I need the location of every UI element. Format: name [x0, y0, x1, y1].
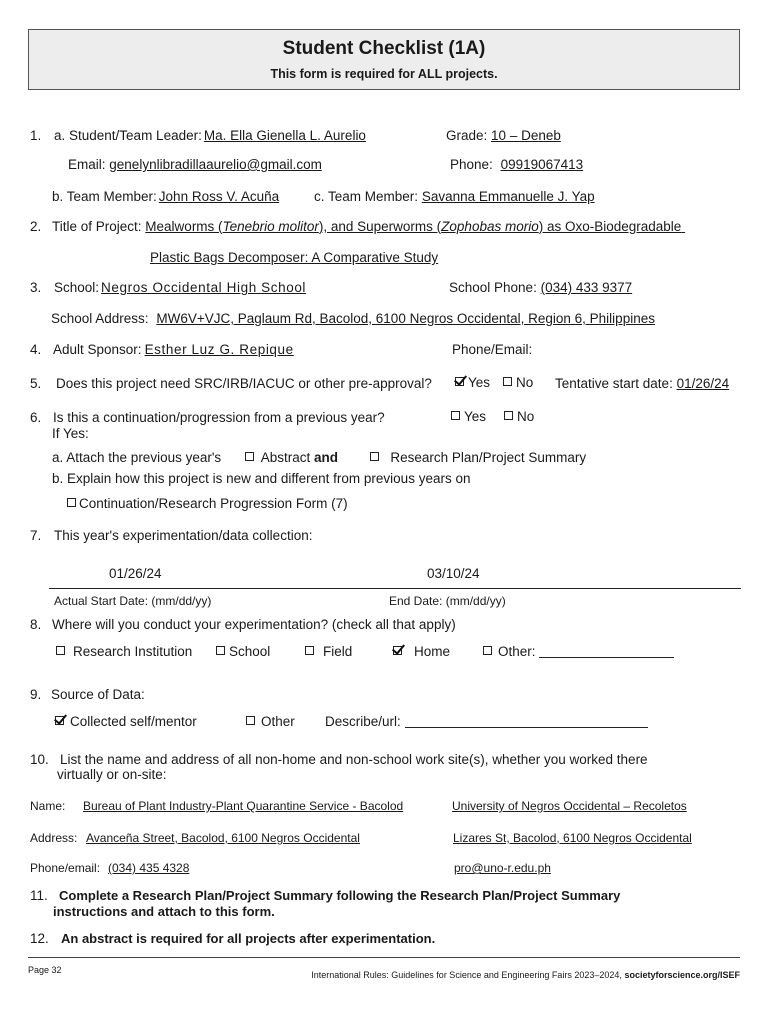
work-site-1-address-field[interactable]: Avanceña Street, Bacolod, 6100 Negros Occidental: [86, 831, 360, 845]
phone-row: [450, 157, 587, 172]
school-phone-field[interactable]: (034) 433 9377: [540, 280, 633, 295]
preapproval-yes-checkbox[interactable]: [455, 377, 464, 386]
other-location-checkbox[interactable]: [483, 646, 492, 655]
q4-number: 4.: [30, 342, 42, 357]
preapproval-yes-label: Yes: [468, 375, 491, 390]
research-institution-label: Research Institution: [73, 644, 193, 659]
q2-number: 2.: [30, 219, 42, 234]
work-site-1-name-field[interactable]: Bureau of Plant Industry-Plant Quarantine Service - Bacolod: [83, 799, 404, 813]
work-site-1-address: [83, 831, 363, 845]
q1-number: 1.: [30, 128, 42, 143]
form-title: Student Checklist (1A): [282, 38, 486, 59]
project-title-label: Title of Project:: [52, 219, 142, 234]
phone-field[interactable]: 09919067413: [500, 157, 584, 172]
describe-url-field[interactable]: [405, 715, 648, 728]
work-site-2-email: [452, 861, 553, 875]
end-date-field[interactable]: 03/10/24: [427, 566, 480, 581]
team-member-c-field[interactable]: Savanna Emmanuelle J. Yap: [421, 189, 595, 204]
preapproval-no-checkbox[interactable]: [503, 377, 512, 386]
home-label: Home: [414, 644, 451, 659]
research-institution-checkbox[interactable]: [56, 646, 65, 655]
title-italic-2: Zophobas morio: [441, 219, 539, 234]
end-date-label: End Date: (mm/dd/yy): [389, 594, 506, 608]
continuation-yes-checkbox[interactable]: [451, 411, 460, 420]
preapproval-question: Does this project need SRC/IRB/IACUC or other pre-approval?: [56, 376, 432, 391]
data-other-option[interactable]: [246, 714, 295, 729]
preapproval-no-option[interactable]: [503, 375, 533, 390]
team-member-c-row: [314, 189, 599, 204]
work-sites-question-line1: List the name and address of all non-home and non-school work site(s), whether you worked there: [60, 752, 648, 767]
team-leader-field[interactable]: Ma. Ella Gienella L. Aurelio: [203, 128, 366, 143]
team-member-b-field[interactable]: John Ross V. Acuña: [158, 189, 280, 204]
work-site-1-name: [80, 799, 403, 813]
location-research-institution-option[interactable]: [56, 644, 192, 659]
school-row: [54, 280, 310, 295]
continuation-no-option[interactable]: [504, 409, 534, 424]
school-location-label: School: [229, 644, 271, 659]
q3-number: 3.: [30, 280, 42, 295]
abstract-label: Abstract: [260, 450, 311, 465]
footer-divider: [28, 957, 740, 958]
and-label: and: [314, 450, 339, 465]
work-site-2-address: [452, 831, 694, 845]
school-phone-row: [449, 280, 636, 295]
continuation-form-checkbox[interactable]: [67, 498, 76, 507]
adult-sponsor-field[interactable]: Esther Luz G. Repique: [144, 342, 294, 357]
q12-number: 12.: [30, 931, 49, 946]
data-other-checkbox[interactable]: [246, 716, 255, 725]
research-plan-instruction-line2: instructions and attach to this form.: [53, 904, 275, 919]
project-title-field[interactable]: [145, 219, 685, 234]
collected-self-checkbox[interactable]: [55, 716, 64, 725]
data-other-label: Other: [261, 714, 295, 729]
tentative-start-label: Tentative start date:: [555, 376, 673, 391]
work-site-name-label: Name:: [30, 799, 66, 813]
title-text-1: Mealworms (: [145, 219, 223, 234]
attach-previous-row: [52, 450, 586, 465]
school-phone-label: School Phone:: [449, 280, 537, 295]
school-address-label: School Address:: [51, 311, 149, 326]
continuation-form-option[interactable]: [67, 496, 348, 511]
field-checkbox[interactable]: [305, 646, 314, 655]
q7-number: 7.: [30, 528, 42, 543]
work-sites-question-line2: virtually or on-site:: [57, 767, 167, 782]
other-location-label: Other:: [498, 644, 536, 659]
school-address-field[interactable]: MW6V+VJC, Paglaum Rd, Bacolod, 6100 Negros Occidental, Region 6, Philippines: [156, 311, 655, 326]
project-title-line2: [150, 250, 438, 265]
page-number: Page 32: [28, 965, 62, 975]
location-school-option[interactable]: [216, 644, 270, 659]
if-yes-label: If Yes:: [52, 426, 89, 441]
continuation-question: Is this a continuation/progression from a previous year?: [53, 410, 385, 425]
abstract-checkbox[interactable]: [245, 452, 254, 461]
continuation-no-checkbox[interactable]: [504, 411, 513, 420]
actual-start-date-field[interactable]: 01/26/24: [109, 566, 162, 581]
school-address-row: [51, 311, 659, 326]
location-field-option[interactable]: [305, 644, 352, 659]
actual-start-date-label: Actual Start Date: (mm/dd/yy): [54, 594, 212, 608]
continuation-form-label: Continuation/Research Progression Form (7): [79, 496, 348, 511]
title-text-3: ) as Oxo-Biodegradable: [538, 219, 682, 234]
describe-url-row: [325, 714, 648, 729]
team-leader-row: [54, 128, 370, 143]
q5-number: 5.: [30, 376, 42, 391]
email-label: Email:: [68, 157, 106, 172]
location-question: Where will you conduct your experimentation? (check all that apply): [52, 617, 456, 632]
preapproval-yes-option[interactable]: [455, 375, 490, 390]
preapproval-no-label: No: [516, 375, 534, 390]
location-home-option[interactable]: [393, 644, 450, 659]
tentative-start-field[interactable]: 01/26/24: [676, 376, 730, 391]
q9-number: 9.: [30, 687, 42, 702]
project-title-row: [52, 219, 685, 234]
field-label: Field: [323, 644, 353, 659]
q11-number: 11.: [30, 888, 48, 903]
location-other-option[interactable]: [483, 644, 674, 659]
team-member-b-row: [52, 189, 283, 204]
footer-rules-label: International Rules: Guidelines for Science and Engineering Fairs 2023–2024,: [311, 970, 622, 980]
other-location-field[interactable]: [539, 645, 674, 658]
work-site-2-email-field[interactable]: pro@uno-r.edu.ph: [454, 861, 551, 875]
data-collected-option[interactable]: [55, 714, 197, 729]
experimentation-question: This year's experimentation/data collection:: [54, 528, 313, 543]
team-member-b-label: b. Team Member:: [52, 189, 157, 204]
work-site-1-phone-field[interactable]: (034) 435 4328: [108, 861, 190, 875]
title-text-2: ), and Superworms (: [318, 219, 442, 234]
research-plan-instruction-line1: Complete a Research Plan/Project Summary following the Research Plan/Project Summary: [59, 888, 621, 903]
tentative-start-row: [555, 376, 729, 391]
research-plan-label: Research Plan/Project Summary: [390, 450, 587, 465]
continuation-yes-label: Yes: [464, 409, 487, 424]
data-source-question: Source of Data:: [51, 687, 145, 702]
team-leader-label: a. Student/Team Leader:: [54, 128, 202, 143]
grade-field[interactable]: 10 – Deneb: [491, 128, 561, 143]
email-field[interactable]: genelynlibradillaaurelio@gmail.com: [109, 157, 322, 172]
home-checkbox[interactable]: [393, 646, 402, 655]
q6-number: 6.: [30, 410, 42, 425]
school-checkbox[interactable]: [216, 646, 225, 655]
research-plan-checkbox[interactable]: [370, 452, 379, 461]
footer-site-link[interactable]: societyforscience.org/ISEF: [624, 970, 740, 980]
work-site-2-name: [452, 799, 690, 813]
school-field[interactable]: Negros Occidental High School: [101, 280, 307, 295]
explain-new-label: b. Explain how this project is new and different from previous years on: [52, 471, 471, 486]
attach-previous-label: a. Attach the previous year's: [52, 450, 222, 465]
form-header: [28, 29, 740, 90]
describe-url-label: Describe/url:: [325, 714, 401, 729]
grade-label: Grade:: [446, 128, 488, 143]
work-site-2-address-field[interactable]: Lizares St, Bacolod, 6100 Negros Occidental: [453, 831, 692, 845]
adult-sponsor-row: [53, 342, 298, 357]
q10-number: 10.: [30, 752, 49, 767]
abstract-requirement: An abstract is required for all projects after experimentation.: [61, 931, 436, 946]
team-member-c-label: c. Team Member:: [314, 189, 419, 204]
work-site-phone-label: Phone/email:: [30, 861, 101, 875]
work-site-2-name-field[interactable]: University of Negros Occidental – Recoletos: [452, 799, 687, 813]
phone-label: Phone:: [450, 157, 493, 172]
form-subtitle: This form is required for ALL projects.: [270, 67, 498, 81]
footer-rules-text: [311, 970, 740, 980]
adult-sponsor-label: Adult Sponsor:: [53, 342, 142, 357]
work-site-address-label: Address:: [30, 831, 78, 845]
project-title-field-line2[interactable]: Plastic Bags Decomposer: A Comparative Study: [150, 250, 439, 265]
work-site-1-phone: [105, 861, 192, 875]
email-row: [68, 157, 326, 172]
grade-row: [446, 128, 567, 143]
date-divider-line: [49, 588, 741, 589]
sponsor-phone-email-label: Phone/Email:: [452, 342, 533, 357]
collected-self-label: Collected self/mentor: [70, 714, 197, 729]
title-italic-1: Tenebrio molitor: [222, 219, 319, 234]
school-label: School:: [54, 280, 100, 295]
continuation-yes-option[interactable]: [451, 409, 486, 424]
q8-number: 8.: [30, 617, 42, 632]
continuation-no-label: No: [517, 409, 535, 424]
